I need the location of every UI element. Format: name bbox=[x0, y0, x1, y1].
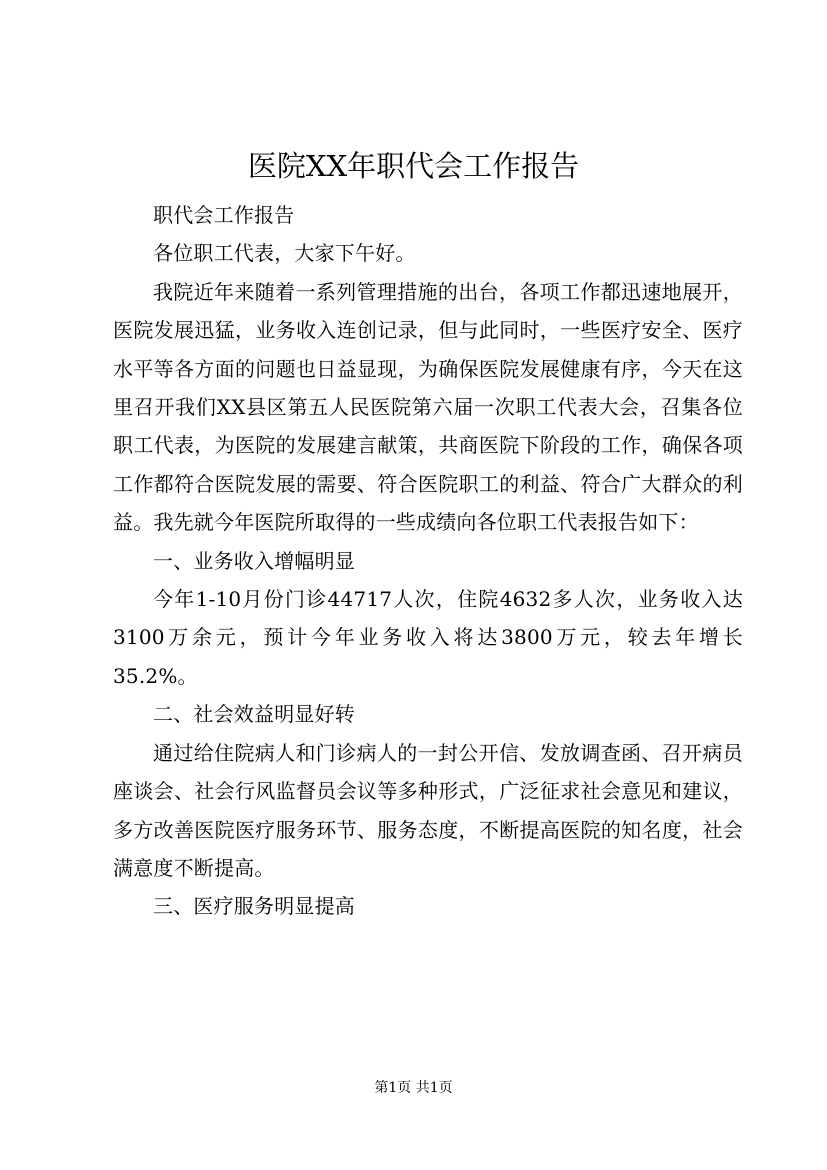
section-heading-3: 三、医疗服务明显提高 bbox=[153, 894, 355, 919]
paragraph-intro: 我院近年来随着一系列管理措施的出台，各项工作都迅速地展开，医院发展迅猛，业务收入连创记录，但与此同时，一些医疗安全、医疗水平等各方面的问题也日益显现，为确保医院发展健康有序，今天在这里召开我们XX县区第五人民医院第六届一次职工代表大会，召集各位职工代表，为医院的发展建言献策，共商医院下阶段的工作，确保各项工作都符合医院发展的需要、符合医院职工的利益、符合广大群众的利益。我先就今年医院所取得的一些成绩向各位职工代表报告如下： bbox=[113, 279, 743, 535]
paragraph-section-1: 今年1-10月份门诊44717人次，住院4632多人次，业务收入达3100万余元，预计今年业务收入将达3800万元，较去年增长35.2%。 bbox=[113, 587, 743, 688]
paragraph-greeting: 各位职工代表，大家下午好。 bbox=[153, 241, 416, 266]
page-footer: 第1页 共1页 bbox=[374, 1080, 453, 1096]
section-heading-1: 一、业务收入增幅明显 bbox=[153, 548, 355, 573]
document-title: 医院XX年职代会工作报告 bbox=[247, 149, 580, 183]
paragraph-section-2: 通过给住院病人和门诊病人的一封公开信、发放调查函、召开病员座谈会、社会行风监督员会议等多种形式，广泛征求社会意见和建议，多方改善医院医疗服务环节、服务态度，不断提高医院的知名度，社会满意度不断提高。 bbox=[113, 740, 743, 880]
paragraph-subtitle: 职代会工作报告 bbox=[153, 203, 295, 227]
document-body bbox=[113, 196, 743, 926]
section-heading-2: 二、社会效益明显好转 bbox=[153, 702, 355, 727]
